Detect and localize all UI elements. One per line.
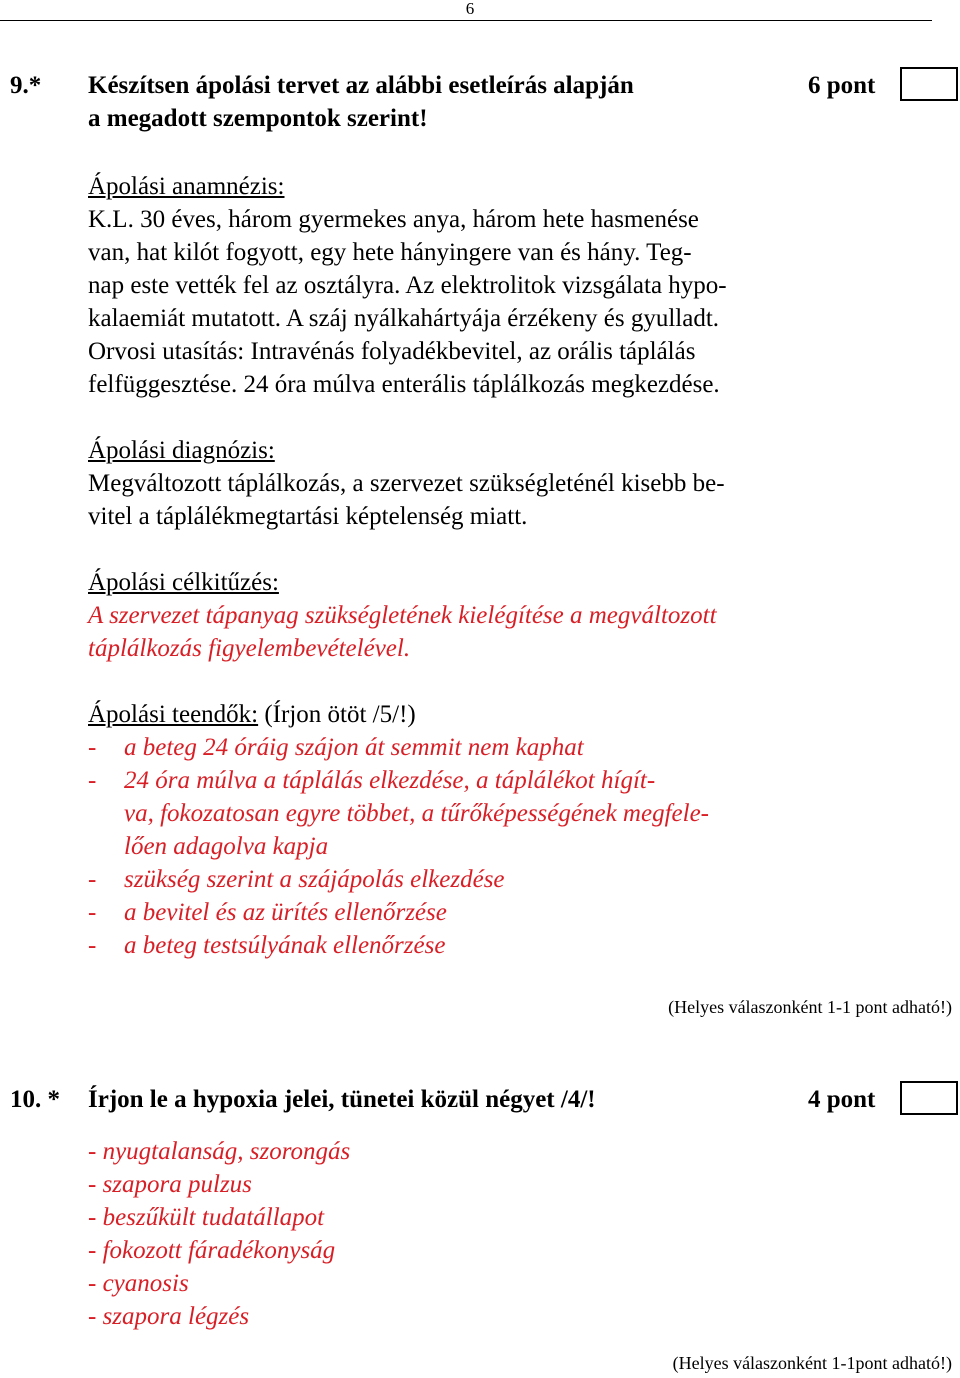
- anamnesis-line: kalaemiát mutatott. A száj nyálkahártyája érzékeny és gyulladt.: [88, 305, 720, 332]
- q9-points: 6 pont: [808, 72, 876, 99]
- tasks-instruction: (Írjon ötöt /5/!): [264, 701, 416, 728]
- q9-question-line-2: a megadott szempontok szerint!: [88, 105, 428, 132]
- q10-answer: - szapora pulzus: [88, 1171, 252, 1198]
- q9-score-box[interactable]: [900, 67, 958, 101]
- q9-number: 9.*: [10, 72, 42, 99]
- anamnesis-line: nap este vették fel az osztályra. Az elektrolitok vizsgálata hypo-: [88, 272, 727, 299]
- anamnesis-line: felfüggesztése. 24 óra múlva enterális táplálkozás megkezdése.: [88, 371, 720, 398]
- task-item: a beteg testsúlyának ellenőrzése: [124, 932, 446, 959]
- goal-answer-line: táplálkozás figyelembevételével.: [88, 635, 411, 662]
- task-item-continuation: va, fokozatosan egyre többet, a tűrőképességének megfele-: [124, 800, 709, 827]
- task-item: a beteg 24 óráig szájon át semmit nem kaphat: [124, 734, 584, 761]
- task-dash: -: [88, 767, 97, 794]
- task-item: szükség szerint a szájápolás elkezdése: [124, 866, 505, 893]
- task-dash: -: [88, 734, 97, 761]
- header-rule: [0, 20, 932, 21]
- task-item: a bevitel és az ürítés ellenőrzése: [124, 899, 447, 926]
- anamnesis-line: Orvosi utasítás: Intravénás folyadékbevitel, az orális táplálás: [88, 338, 696, 365]
- q9-question-line-1: Készítsen ápolási tervet az alábbi esetleírás alapján: [88, 72, 634, 99]
- task-item-continuation: lően adagolva kapja: [124, 833, 329, 860]
- goal-heading: Ápolási célkitűzés:: [88, 569, 279, 596]
- task-dash: -: [88, 899, 97, 926]
- goal-answer-line: A szervezet tápanyag szükségletének kielégítése a megváltozott: [88, 602, 717, 629]
- diagnosis-line: vitel a táplálékmegtartási képtelenség miatt.: [88, 503, 528, 530]
- q10-answer: - beszűkült tudatállapot: [88, 1204, 325, 1231]
- q9-scoring-note: (Helyes válaszonként 1-1 pont adható!): [668, 997, 952, 1017]
- q10-question: Írjon le a hypoxia jelei, tünetei közül négyet /4/!: [88, 1086, 596, 1113]
- q10-points: 4 pont: [808, 1086, 876, 1113]
- q10-score-box[interactable]: [900, 1081, 958, 1115]
- q10-number: 10. *: [10, 1086, 60, 1113]
- q10-scoring-note: (Helyes válaszonként 1-1pont adható!): [672, 1353, 952, 1373]
- task-item: 24 óra múlva a táplálás elkezdése, a táplálékot hígít-: [124, 767, 656, 794]
- anamnesis-heading: Ápolási anamnézis:: [88, 173, 285, 200]
- q10-answer: - cyanosis: [88, 1270, 189, 1297]
- tasks-heading-row: [88, 698, 416, 731]
- q10-answer: - fokozott fáradékonyság: [88, 1237, 336, 1264]
- anamnesis-line: van, hat kilót fogyott, egy hete hányingere van és hány. Teg-: [88, 239, 692, 266]
- anamnesis-line: K.L. 30 éves, három gyermekes anya, három hete hasmenése: [88, 206, 699, 233]
- tasks-heading: Ápolási teendők:: [88, 701, 259, 728]
- diagnosis-heading: Ápolási diagnózis:: [88, 437, 275, 464]
- diagnosis-line: Megváltozott táplálkozás, a szervezet szükségleténél kisebb be-: [88, 470, 725, 497]
- task-dash: -: [88, 932, 97, 959]
- q10-answer: - nyugtalanság, szorongás: [88, 1138, 351, 1165]
- page-number: 6: [465, 0, 475, 18]
- q10-answer: - szapora légzés: [88, 1303, 250, 1330]
- task-dash: -: [88, 866, 97, 893]
